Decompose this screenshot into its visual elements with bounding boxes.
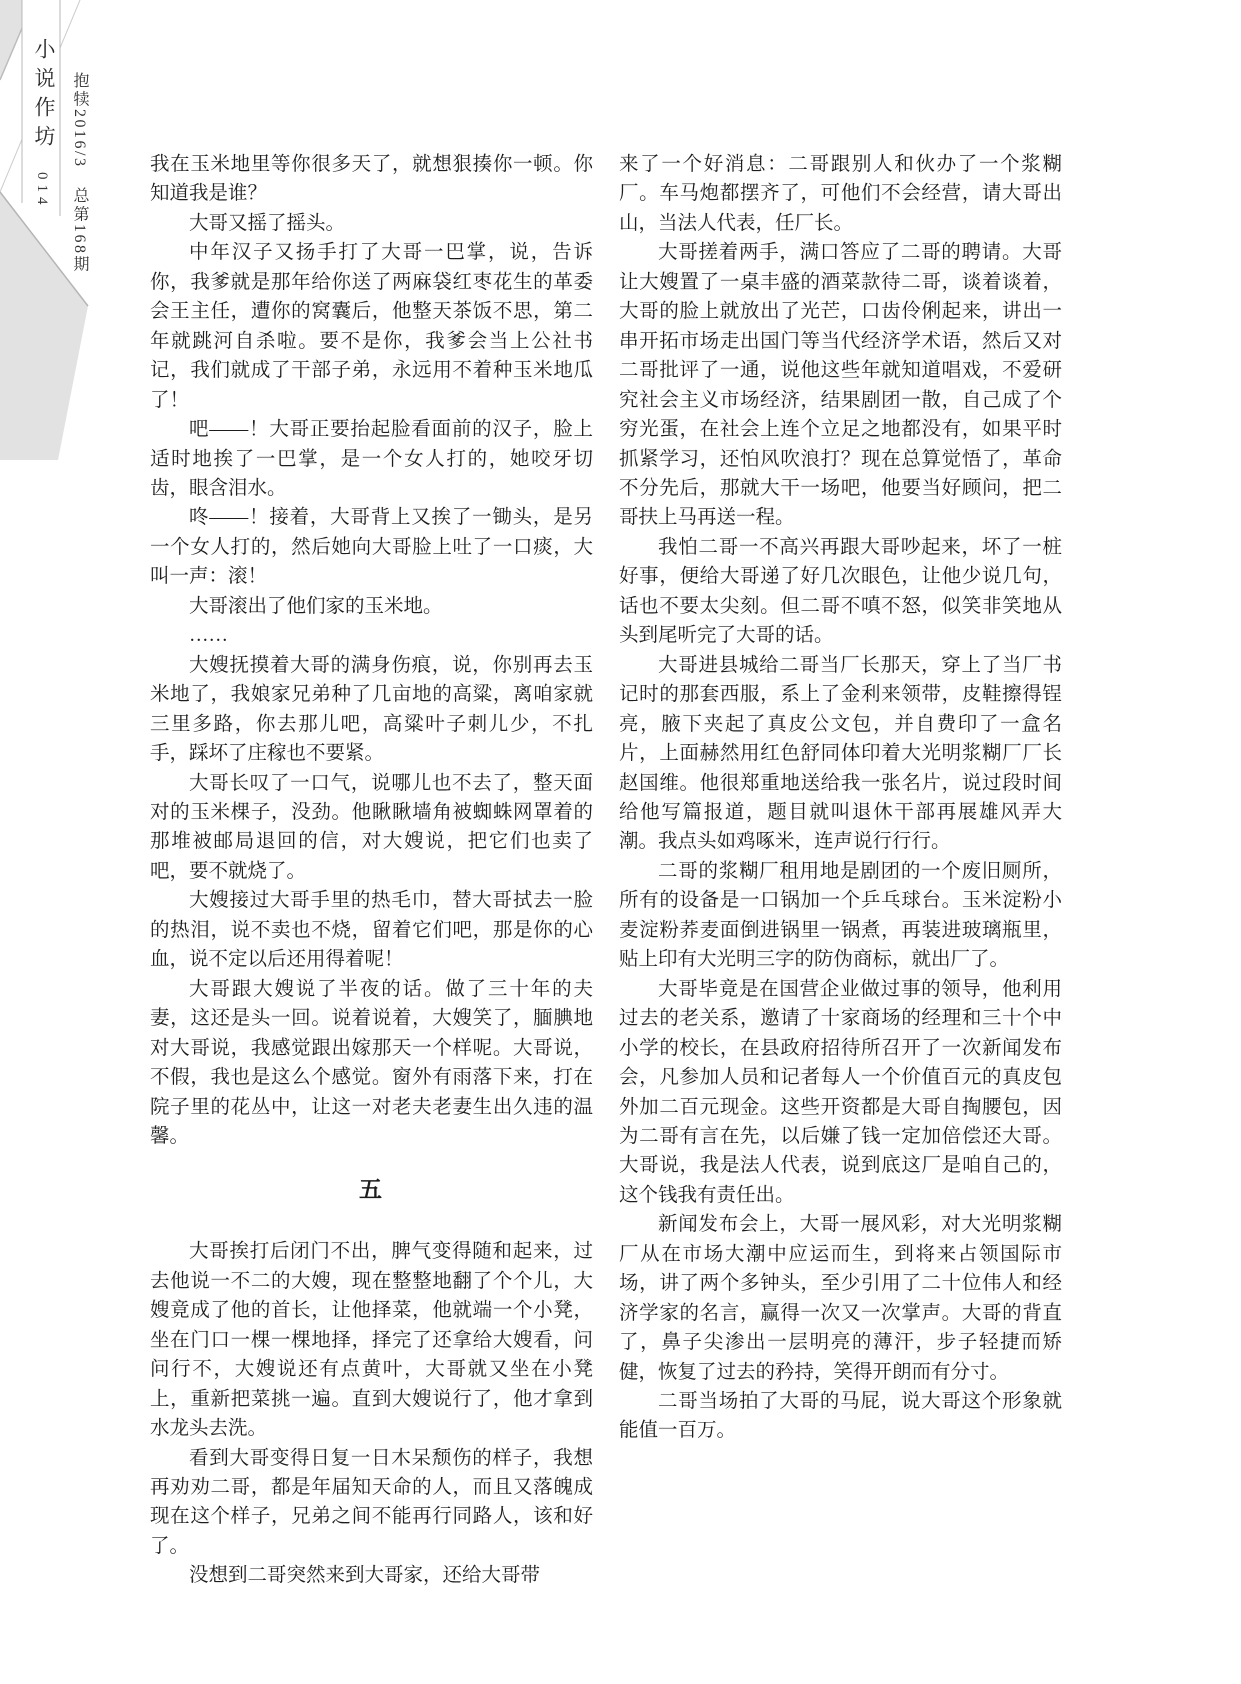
paragraph: 咚——！接着，大哥背上又挨了一锄头，是另一个女人打的，然后她向大哥脸上吐了一口痰，大叫一声：滚！ [150, 507, 593, 588]
paragraph: 二哥当场拍了大哥的马屁，说大哥这个形象就能值一百万。 [619, 1391, 1062, 1442]
paragraph: 我在玉米地里等你很多天了，就想狠揍你一顿。你知道我是谁？ [150, 154, 593, 205]
paragraph: 大哥毕竟是在国营企业做过事的领导，他利用过去的老关系，邀请了十家商场的经理和三十个中小学的校长，在县政府招待所召开了一次新闻发布会，凡参加人员和记者每人一个价值百元的真皮包外加二百元现金。这些开资都是大哥自掏腰包，因为二哥有言在先，以后嫌了钱一定加倍偿还大哥。大哥说，我是法人代表，说到底这厂是咱自己的，这个钱我有责任出。 [619, 978, 1062, 1206]
paragraph: 大哥挨打后闭门不出，脾气变得随和起来，过去他说一不二的大嫂，现在整整地翻了个个儿，大嫂竟成了他的首长，让他择菜，他就端一个小凳，坐在门口一棵一棵地择，择完了还拿给大嫂看，问问行不，大嫂说还有点黄叶，大哥就又坐在小凳上，重新把菜挑一遍。直到大嫂说行了，他才拿到水龙头去洗。 [150, 1241, 593, 1440]
paragraph: 中年汉子又扬手打了大哥一巴掌，说，告诉你，我爹就是那年给你送了两麻袋红枣花生的革委会王主任，遭你的窝囊后，他整天茶饭不思，第二年就跳河自杀啦。要不是你，我爹会当上公社书记，我们就成了干部子弟，永远用不着种玉米地瓜了！ [150, 242, 593, 411]
magazine-title: 小说作坊 [32, 38, 56, 154]
paragraph: 我怕二哥一不高兴再跟大哥吵起来，坏了一桩好事，便给大哥递了好几次眼色，让他少说几句，话也不要太尖刻。但二哥不嗔不怒，似笑非笑地从头到尾听完了大哥的话。 [619, 536, 1062, 647]
paragraph: 新闻发布会上，大哥一展风彩，对大光明浆糊厂从在市场大潮中应运而生，到将来占领国际市场，讲了两个多钟头，至少引用了二十位伟人和经济学家的名言，赢得一次又一次掌声。大哥的背直了，鼻子尖渗出一层明亮的薄汗，步子轻捷而矫健，恢复了过去的矜持，笑得开朗而有分寸。 [619, 1214, 1062, 1383]
corner-decoration [0, 0, 160, 460]
right-column [619, 150, 1062, 1591]
paragraph: 大哥跟大嫂说了半夜的话。做了三十年的夫妻，这还是头一回。说着说着，大嫂笑了，腼腆地对大哥说，我感觉跟出嫁那天一个样呢。大哥说，不假，我也是这么个感觉。窗外有雨落下来，打在院子里的花丛中，让这一对老夫老妻生出久违的温馨。 [150, 978, 593, 1147]
left-column-part2 [150, 1237, 593, 1590]
paragraph: 大哥长叹了一口气，说哪儿也不去了，整天面对的玉米棵子，没劲。他瞅瞅墙角被蜘蛛网罩着的那堆被邮局退回的信，对大嫂说，把它们也卖了吧，要不就烧了。 [150, 772, 593, 882]
paragraph: 没想到二哥突然来到大哥家，还给大哥带 [189, 1565, 541, 1587]
paragraph: 大哥搓着两手，满口答应了二哥的聘请。大哥让大嫂置了一桌丰盛的酒菜款待二哥，谈着谈着，大哥的脸上就放出了光芒，口齿伶俐起来，讲出一串开拓市场走出国门等当代经济学术语，然后又对二哥批评了一通，说他这些年就知道唱戏，不爱研究社会主义市场经济，结果剧团一散，自己成了个穷光蛋，在社会上连个立足之地都没有，如果平时抓紧学习，还怕风吹浪打？现在总算觉悟了，革命不分先后，那就大干一场吧，他要当好顾问，把二哥扶上马再送一程。 [619, 242, 1062, 529]
article-body [150, 150, 1062, 1591]
paragraph: 二哥的浆糊厂租用地是剧团的一个废旧厕所，所有的设备是一口锅加一个乒乓球台。玉米淀粉小麦淀粉荞麦面倒进锅里一锅煮，再装进玻璃瓶里，贴上印有大光明三字的防伪商标，就出厂了。 [619, 860, 1062, 971]
left-column [150, 150, 593, 1591]
issue-info: 抱犊2016/3 总第168期 [71, 72, 88, 274]
paragraph: …… [189, 625, 228, 647]
paragraph: 大哥进县城给二哥当厂长那天，穿上了当厂书记时的那套西服，系上了金利来领带，皮鞋擦得锃亮，腋下夹起了真皮公文包，并自费印了一盒名片，上面赫然用红色舒同体印着大光明浆糊厂厂长赵国维。他很郑重地送给我一张名片，说过段时间给他写篇报道，题目就叫退休干部再展雄风弄大潮。我点头如鸡啄米，连声说行行行。 [619, 654, 1062, 853]
paragraph: 来了一个好消息：二哥跟别人和伙办了一个浆糊厂。车马炮都摆齐了，可他们不会经营，请大哥出山，当法人代表，任厂长。 [619, 154, 1062, 234]
page-number: 014 [34, 172, 50, 210]
paragraph: 大哥又摇了摇头。 [189, 212, 346, 234]
paragraph: 吧——！大哥正要抬起脸看面前的汉子，脸上适时地挨了一巴掌，是一个女人打的，她咬牙切齿，眼含泪水。 [150, 419, 593, 499]
paragraph: 大哥滚出了他们家的玉米地。 [189, 595, 443, 617]
paragraph: 大嫂抚摸着大哥的满身伤痕，说，你别再去玉米地了，我娘家兄弟种了几亩地的高粱，离咱家就三里多路，你去那儿吧，高粱叶子刺儿少，不扎手，踩坏了庄稼也不要紧。 [150, 654, 593, 765]
paragraph: 看到大哥变得日复一日木呆颓伤的样子，我想再劝劝二哥，都是年届知天命的人，而且又落魄成现在这个样子，兄弟之间不能再行同路人，该和好了。 [150, 1447, 593, 1557]
paragraph: 大嫂接过大哥手里的热毛巾，替大哥拭去一脸的热泪，说不卖也不烧，留着它们吧，那是你的心血，说不定以后还用得着呢！ [150, 890, 593, 971]
left-column-part1 [150, 150, 593, 1151]
section-heading: 五 [359, 1177, 384, 1203]
